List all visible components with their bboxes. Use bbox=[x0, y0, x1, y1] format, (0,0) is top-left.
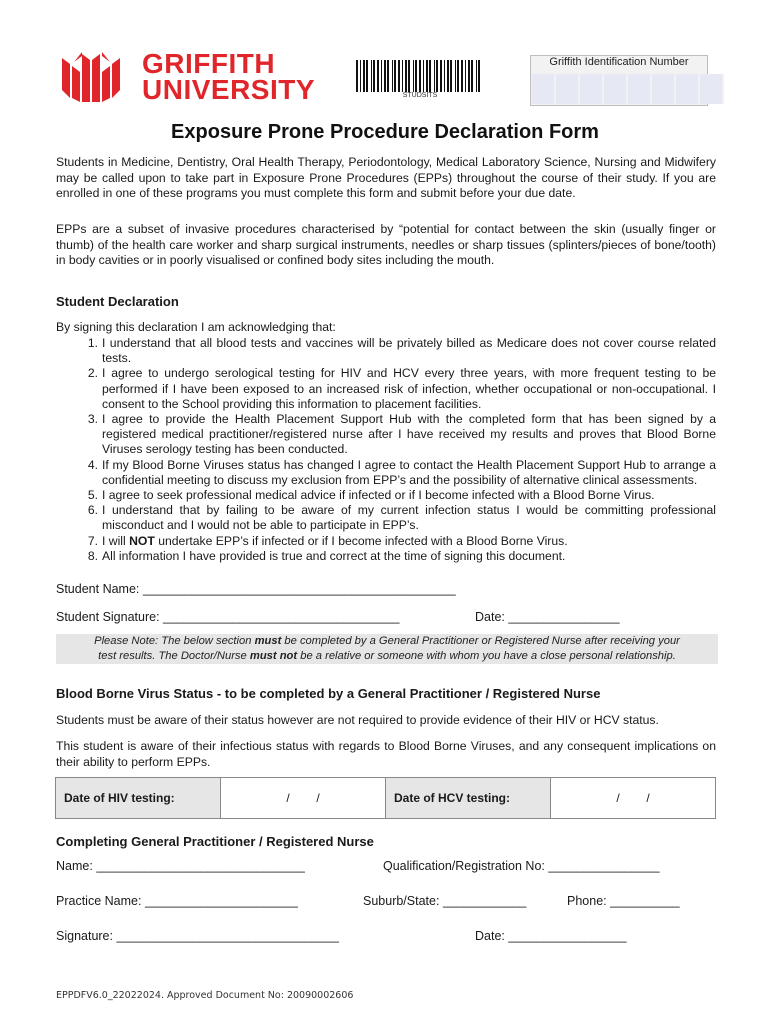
list-item: 3. I agree to provide the Health Placement Support Hub with the completed form that has been signed by a registered medical practitioner/registered nurse after I have received my results and proves that Blood Borne Viruses serology testing has been conducted. bbox=[87, 412, 716, 457]
please-note-box bbox=[56, 634, 718, 664]
student-signature-label: Student Signature: bbox=[56, 610, 160, 624]
list-item: 4. If my Blood Borne Viruses status has changed I agree to contact the Health Placement Support Hub to arrange a confidential meeting to discuss my exclusion from EPP’s and the possibility of alternative clinical assessments. bbox=[87, 457, 716, 487]
declaration-list bbox=[56, 336, 716, 564]
barcode-icon bbox=[356, 60, 484, 92]
practitioner-name-label: Name: bbox=[56, 859, 93, 873]
id-digit-cell[interactable] bbox=[676, 74, 700, 104]
logo-line2: UNIVERSITY bbox=[142, 74, 316, 105]
id-digit-cell[interactable] bbox=[580, 74, 604, 104]
griffith-id-label: Griffith Identification Number bbox=[549, 56, 689, 68]
bbv-statement-text: This student is aware of their infectious status with regards to Blood Borne Viruses, and any consequent implications on their ability to perform EPPs. bbox=[56, 739, 716, 769]
list-item: 1. I understand that all blood tests and vaccines will be privately billed as Medicare does not cover course related tests. bbox=[87, 336, 716, 366]
student-date-row bbox=[475, 610, 620, 624]
barcode-text: STUDSITS bbox=[402, 92, 438, 99]
id-digit-cell[interactable] bbox=[652, 74, 676, 104]
phone-label: Phone: bbox=[567, 894, 607, 908]
epp-definition-paragraph: EPPs are a subset of invasive procedures characterised by “potential for contact between the skin (usually finger or thumb) of the health care worker and sharp surgical instruments, needles or sharp tissues (splinters/pieces of bone/tooth) in body cavities or in poorly visualised or confined body sites including the mouth. bbox=[56, 222, 716, 268]
hiv-date-label: Date of HIV testing: bbox=[56, 778, 221, 818]
list-item: 7. I will NOT undertake EPP’s if infected or if I become infected with a Blood Borne Virus. bbox=[87, 533, 568, 548]
practitioner-signature-row bbox=[56, 929, 339, 943]
phone-row bbox=[567, 894, 680, 908]
id-digit-cell[interactable] bbox=[604, 74, 628, 104]
suburb-state-label: Suburb/State: bbox=[363, 894, 440, 908]
hcv-date-field[interactable]: / / bbox=[616, 791, 650, 805]
student-declaration-heading: Student Declaration bbox=[56, 294, 179, 309]
logo-line1: GRIFFITH bbox=[142, 48, 276, 79]
practitioner-name-field[interactable]: ______________________________ bbox=[96, 859, 305, 873]
student-signature-row bbox=[56, 610, 399, 624]
testing-dates-table bbox=[55, 777, 716, 819]
id-digit-cell[interactable] bbox=[556, 74, 580, 104]
practitioner-heading: Completing General Practitioner / Registered Nurse bbox=[56, 834, 374, 849]
practice-name-row bbox=[56, 894, 298, 908]
hiv-date-field[interactable]: / / bbox=[221, 778, 386, 818]
student-name-field[interactable]: _____________________________________________ bbox=[142, 582, 456, 596]
intro-paragraph: Students in Medicine, Dentistry, Oral Health Therapy, Periodontology, Medical Laboratory Science, Nursing and Midwifery may be called upon to take part in Exposure Prone Procedures (EPPs) throughout the course of their study. If you are enrolled in one of these programs you must complete this form and submit before your due date. bbox=[56, 155, 716, 201]
bbv-awareness-text: Students must be aware of their status however are not required to provide evidence of their HIV or HCV status. bbox=[56, 713, 659, 727]
logo-wordmark bbox=[142, 48, 316, 105]
bbv-status-heading: Blood Borne Virus Status - to be completed by a General Practitioner / Registered Nurse bbox=[56, 686, 601, 701]
practitioner-date-label: Date: bbox=[475, 929, 505, 943]
practitioner-name-row bbox=[56, 859, 305, 873]
suburb-state-row bbox=[363, 894, 526, 908]
id-digit-cell[interactable] bbox=[628, 74, 652, 104]
griffith-crest-icon bbox=[60, 50, 140, 106]
id-digit-cell[interactable] bbox=[532, 74, 556, 104]
list-item: 5. I agree to seek professional medical advice if infected or if I become infected with a Blood Borne Virus. bbox=[87, 488, 655, 503]
id-digit-cell[interactable] bbox=[700, 74, 724, 104]
student-date-field[interactable]: ________________ bbox=[508, 610, 620, 624]
form-title: Exposure Prone Procedure Declaration Form bbox=[171, 121, 599, 143]
student-date-label: Date: bbox=[475, 610, 505, 624]
griffith-id-cells[interactable] bbox=[532, 74, 724, 104]
student-signature-field[interactable]: __________________________________ bbox=[163, 610, 400, 624]
student-name-label: Student Name: bbox=[56, 582, 140, 596]
qualification-field[interactable]: ________________ bbox=[548, 859, 660, 873]
list-item: 6. I understand that by failing to be aware of my current infection status I would be committing professional misconduct and I would not be able to participate in EPP’s. bbox=[87, 503, 716, 533]
note-line-2: test results. The Doctor/Nurse must not be a relative or someone with whom you have a close personal relationship. bbox=[98, 649, 676, 662]
list-item: 2. I agree to undergo serological testing for HIV and HCV every three years, with more frequent testing to be performed if I have been exposed to an increased risk of infection, whether occupational or non-occupational. I consent to the School providing this information to placement facilities. bbox=[87, 366, 716, 411]
list-item: 8. All information I have provided is true and correct at the time of signing this document. bbox=[87, 548, 566, 563]
student-name-row bbox=[56, 582, 456, 596]
practitioner-signature-label: Signature: bbox=[56, 929, 113, 943]
practice-name-field[interactable]: ______________________ bbox=[144, 894, 298, 908]
declaration-lead: By signing this declaration I am acknowledging that: bbox=[56, 320, 336, 334]
qualification-label: Qualification/Registration No: bbox=[383, 859, 545, 873]
practitioner-signature-field[interactable]: ________________________________ bbox=[116, 929, 339, 943]
practitioner-date-field[interactable]: _________________ bbox=[508, 929, 627, 943]
suburb-state-field[interactable]: ____________ bbox=[442, 894, 527, 908]
barcode bbox=[356, 60, 484, 92]
practitioner-date-row bbox=[475, 929, 627, 943]
phone-field[interactable]: __________ bbox=[610, 894, 680, 908]
hcv-date-label: Date of HCV testing: bbox=[386, 778, 551, 818]
note-line-1: Please Note: The below section must be completed by a General Practitioner or Registered Nurse after receiving your bbox=[94, 635, 680, 647]
qualification-row bbox=[383, 859, 660, 873]
document-footer: EPPDFV6.0_22022024. Approved Document No: 20090002606 bbox=[56, 990, 354, 1001]
practice-name-label: Practice Name: bbox=[56, 894, 142, 908]
